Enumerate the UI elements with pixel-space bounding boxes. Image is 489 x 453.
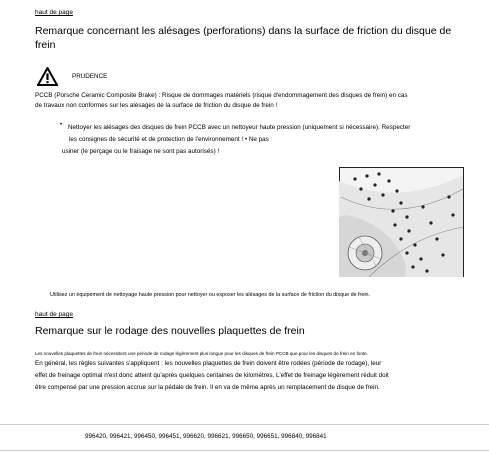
warning-text-line-2: de travaux non conformes sur les alésages de la surface de friction du disque de frein ! [35,102,278,109]
figure-caption: Utilisez un équipement de nettoyage haute pression pour nettoyer ou exposer les alésages de la surface de friction du disque de frein. [50,292,371,298]
bullet-text-line-3: usiner (le perçage ou le fraisage ne sont pas autorisés) ! [62,148,220,155]
top-of-page-link-1[interactable]: haut de page [35,9,73,16]
brake-disc-illustration [339,167,464,277]
footer-bottom-divider [0,450,489,451]
bullet-text-line-2: les consignes de sécurité et de protection de l'environnement ! • Ne pas [69,136,269,143]
paragraph-line-1: En général, les règles suivantes s'appliquent : les nouvelles plaquettes de frein doivent être rodées (période de rodage), leur [35,360,382,367]
intro-text: Les nouvelles plaquettes de frein nécessitent une période de rodage légèrement plus longue pour les disques de frein PCCB que pour les disques de frein en fonte. [35,351,369,356]
brake-disc-figure [339,167,464,277]
section-title-perforations: Remarque concernant les alésages (perforations) dans la surface de friction du disque de frein [35,25,452,51]
bullet-dot-icon: • [60,122,63,128]
paragraph-line-2: effet de freinage optimal n'est donc atteint qu'après quelques centaines de kilomètres. L'effet de freinage légèrement réduit doit [35,372,389,379]
bullet-text-line-1: Nettoyer les alésages des disques de frein PCCB avec un nettoyeur haute pression (uniquement si nécessaire). Respecter [68,124,411,131]
top-of-page-link-2[interactable]: haut de page [35,311,73,318]
part-numbers: 996420, 996421, 996450, 996451, 996620, 996621, 996650, 996651, 996840, 996841 [85,433,327,440]
footer-divider [0,424,489,425]
paragraph-line-3: être compensé par une pression accrue sur la pédale de frein. Il en va de même après un remplacement de disque de frein. [35,384,380,391]
warning-text-line-1: PCCB (Porsche Ceramic Composite Brake) : Risque de dommages matériels (risque d'endommagement des disques de frein) en cas [35,92,408,99]
bullet-item-clean-bores [60,123,470,133]
warning-triangle-icon [37,67,58,86]
warning-label: PRUDENCE [72,73,108,80]
section-title-pad-bedding: Remarque sur le rodage des nouvelles plaquettes de frein [35,325,305,337]
